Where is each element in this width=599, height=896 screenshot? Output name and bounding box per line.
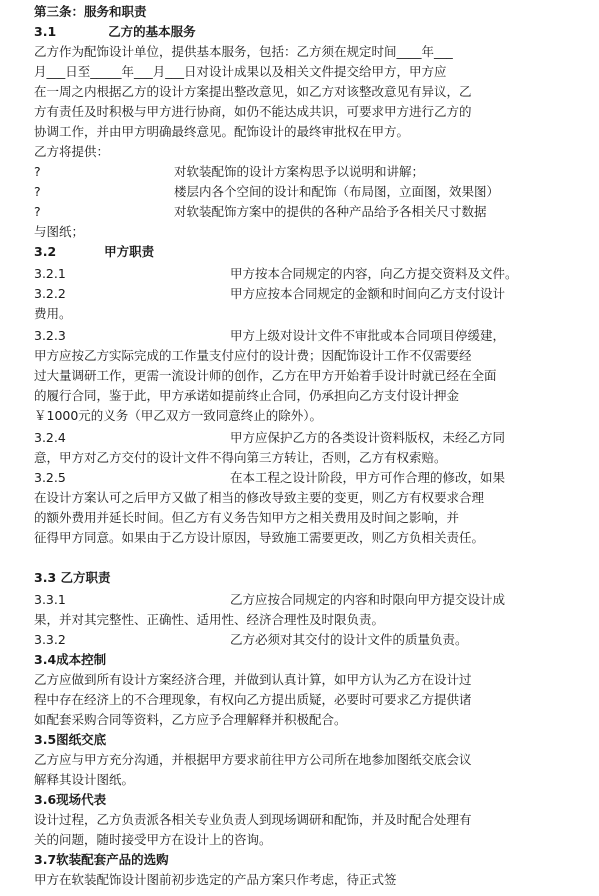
section-3-1-heading (34, 22, 587, 42)
bullet-mark: ? (34, 184, 41, 199)
paragraph-line: 乙方作为配饰设计单位，提供基本服务，包括：乙方须在规定时间____年___ (34, 44, 453, 59)
clause-text: 的额外费用并延长时间。但乙方有义务告知甲方之相关费用及时间之影响，并 (34, 510, 460, 525)
list-item (34, 182, 587, 202)
clause-number: 3.2.5 (34, 470, 66, 485)
section-title: 甲方职责 (104, 244, 155, 259)
section-number: 3.1 (34, 24, 57, 39)
paragraph-line: 如配套采购合同等资料，乙方应予合理解释并积极配合。 (34, 712, 347, 727)
clause-text: 过大量调研工作，更需一流设计师的创作，乙方在甲方开始着手设计时就已经在全面 (34, 368, 497, 383)
clause-number: 3.3.1 (34, 592, 66, 607)
section-3-2-heading (34, 242, 587, 262)
section-title: 乙方的基本服务 (108, 24, 196, 39)
paragraph-line: 甲方在软装配饰设计图前初步选定的产品方案只作考虑，待正式签 (34, 872, 397, 887)
clause-text: 乙方应按合同规定的内容和时限向甲方提交设计成 (230, 592, 506, 607)
clause-text: 在设计方案认可之后甲方又做了相当的修改导致主要的变更，则乙方有权要求合理 (34, 490, 485, 505)
section-3-7-heading: 3.7软装配套产品的选购 (34, 852, 169, 867)
clause-number: 3.2.1 (34, 266, 66, 281)
clause-text: 甲方应按本合同规定的金额和时间向乙方支付设计 (230, 286, 506, 301)
clause-3-2-3 (34, 326, 587, 346)
bullet-mark: ? (34, 204, 41, 219)
clause-text: 果，并对其完整性、正确性、适用性、经济合理性及时限负责。 (34, 612, 385, 627)
clause-3-2-2 (34, 284, 587, 304)
list-item-continuation: 与图纸； (34, 224, 85, 239)
clause-number: 3.2.3 (34, 328, 66, 343)
paragraph-line: 程中存在经济上的不合理现象，有权向乙方提出质疑，必要时可要求乙方提供诸 (34, 692, 472, 707)
clause-text: 甲方按本合同规定的内容，向乙方提交资料及文件。 (230, 266, 518, 281)
paragraph-line: 解释其设计图纸。 (34, 772, 135, 787)
clause-text: 甲方应按乙方实际完成的工作量支付应付的设计费；因配饰设计工作不仅需要经 (34, 348, 472, 363)
provides-label: 乙方将提供： (34, 144, 110, 159)
clause-text: 意，甲方对乙方交付的设计文件不得向第三方转让，否则，乙方有权索赔。 (34, 450, 447, 465)
clause-3-2-4 (34, 428, 587, 448)
section-3-3-heading: 3.3 乙方职责 (34, 570, 111, 585)
clause-text: 甲方上级对设计文件不审批或本合同项目停缓建， (230, 328, 506, 343)
clause-text: 费用。 (34, 306, 72, 321)
clause-text: 征得甲方同意。如果由于乙方设计原因，导致施工需要更改，则乙方负相关责任。 (34, 530, 485, 545)
paragraph-line: 乙方应做到所有设计方案经济合理，并做到认真计算，如甲方认为乙方在设计过 (34, 672, 472, 687)
clause-text: 甲方应保护乙方的各类设计资料版权，未经乙方同 (230, 430, 506, 445)
paragraph-line: 设计过程，乙方负责派各相关专业负责人到现场调研和配饰，并及时配合处理有 (34, 812, 472, 827)
list-item (34, 202, 587, 222)
paragraph-line: 乙方应与甲方充分沟通，并根据甲方要求前往甲方公司所在地参加图纸交底会议 (34, 752, 472, 767)
clause-text: 乙方必须对其交付的设计文件的质量负责。 (230, 632, 468, 647)
paragraph-line: 月___日至_____年___月___日对设计成果以及相关文件提交给甲方，甲方应 (34, 64, 447, 79)
paragraph-line: 在一周之内根据乙方的设计方案提出整改意见，如乙方对该整改意见有异议，乙 (34, 84, 472, 99)
paragraph-line: 协调工作，并由甲方明确最终意见。配饰设计的最终审批权在甲方。 (34, 124, 410, 139)
list-item-text: 对软装配饰方案中的提供的各种产品给予各相关尺寸数据 (174, 204, 487, 219)
clause-number: 3.2.4 (34, 430, 66, 445)
section-3-5-heading: 3.5图纸交底 (34, 732, 107, 747)
paragraph-line: 关的问题，随时接受甲方在设计上的咨询。 (34, 832, 272, 847)
clause-3-2-5 (34, 468, 587, 488)
section-number: 3.2 (34, 244, 57, 259)
clause-number: 3.3.2 (34, 632, 66, 647)
paragraph-line: 方有责任及时积极与甲方进行协商，如仍不能达成共识，可要求甲方进行乙方的 (34, 104, 472, 119)
bullet-mark: ? (34, 164, 41, 179)
list-item (34, 162, 587, 182)
article-title: 第三条：服务和职责 (34, 4, 147, 19)
section-3-6-heading: 3.6现场代表 (34, 792, 107, 807)
list-item-text: 楼层内各个空间的设计和配饰（布局图，立面图，效果图） (174, 184, 500, 199)
clause-number: 3.2.2 (34, 286, 66, 301)
clause-3-3-2 (34, 630, 587, 650)
list-item-text: 对软装配饰的设计方案构思予以说明和讲解； (174, 164, 425, 179)
clause-3-3-1 (34, 590, 587, 610)
section-3-4-heading: 3.4成本控制 (34, 652, 107, 667)
clause-text: ￥1000元的义务（甲乙双方一致同意终止的除外）。 (34, 408, 323, 423)
clause-text: 的履行合同，鉴于此，甲方承诺如提前终止合同，仍承担向乙方支付设计押金 (34, 388, 460, 403)
clause-text: 在本工程之设计阶段，甲方可作合理的修改，如果 (230, 470, 506, 485)
clause-3-2-1 (34, 264, 587, 284)
